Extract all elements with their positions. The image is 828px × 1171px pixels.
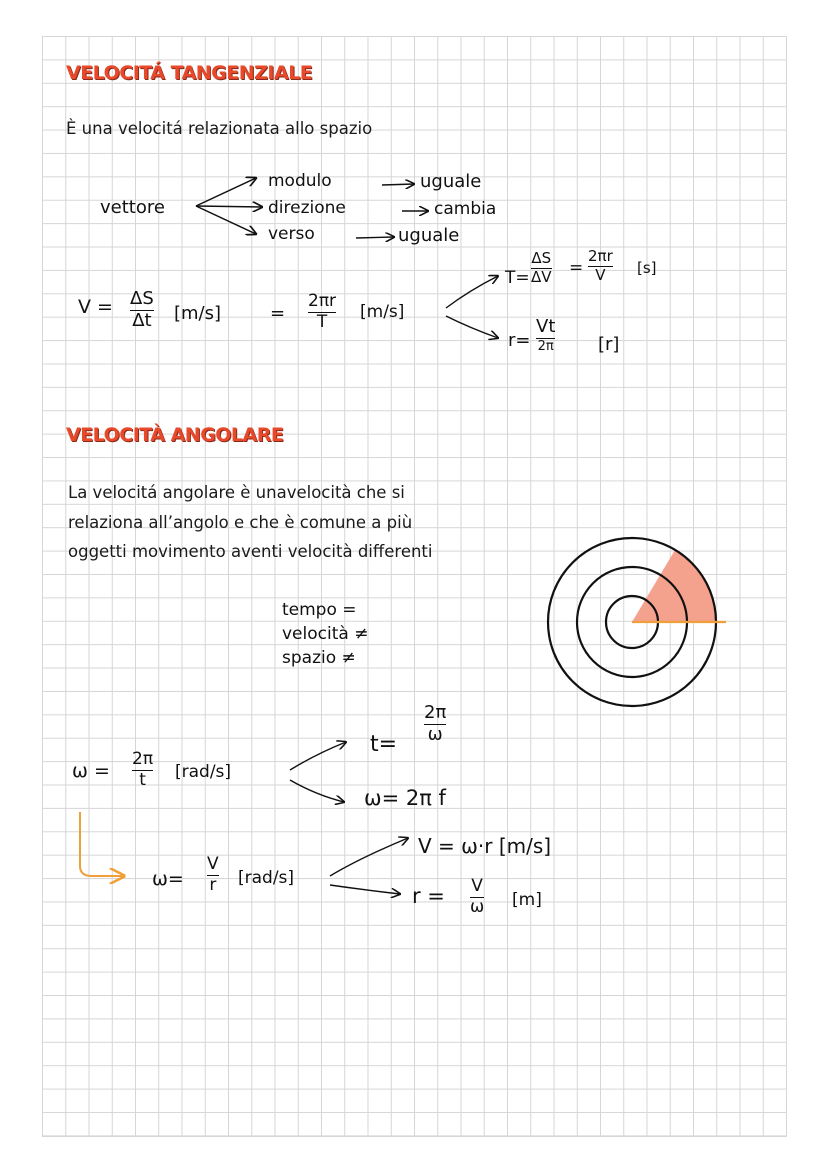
w-vr-den: r [209,874,217,895]
v-wr-eq: V = ω·r [m/s] [418,834,552,858]
concentric-circles-icon [548,538,726,706]
value-verso: uguale [398,225,460,246]
w-eq-lhs: ω = [72,760,110,782]
w-f-eq: ω= 2π f [364,786,446,810]
w-vr-arrows [330,838,408,894]
section-title-tangenziale: VELOCITÁ TANGENZIALE [66,62,313,84]
arrow-icon [196,206,262,207]
w-vr-unit: [rad/s] [238,868,295,888]
arrow-icon [356,237,394,238]
r-eq-den: 2π [537,338,554,354]
vettore-label: vettore [100,197,165,218]
arrow-icon [196,206,256,234]
arrow-icon [446,276,498,308]
compare-spazio: spazio ≠ [282,648,356,668]
value-direzione: cambia [434,199,497,219]
arrow-icon [290,780,344,802]
arrow-icon [446,316,498,338]
arrow-icon [290,742,346,770]
t-eq-equals: = [569,258,584,278]
v-eq-lhs: V = [78,296,113,318]
arrow-icon [382,184,414,185]
w-eq-num: 2π [132,749,154,769]
r-vw-den: ω [470,896,485,917]
r-eq-num: Vt [536,316,556,337]
v-eq-unit2: [m/s] [360,302,405,322]
r-vw-unit: [m] [512,890,542,910]
r-vw-lhs: r = [412,884,445,908]
w-eq-arrows [290,742,346,802]
t-w-lhs: t= [370,732,398,757]
t-eq-num2: 2πr [588,247,613,265]
t-eq-num1: ΔS [531,249,552,267]
vettore-arrows [196,178,262,234]
t-eq-den1: ΔV [531,267,552,286]
arrow-icon [330,885,400,894]
paragraph-line: relaziona all’angolo e che è comune a più [68,512,413,532]
v-eq-den2: T [316,311,328,332]
v-eq-num2: 2πr [308,291,337,311]
arrow-icon [330,838,408,876]
value-modulo: uguale [420,171,482,192]
orange-arrow-icon [80,812,124,876]
v-eq-unit1: [m/s] [174,303,222,324]
property-arrows [356,184,428,238]
v-eq-arrows [446,276,498,338]
paragraph-line: La velocitá angolare è unavelocità che si [68,483,405,502]
compare-velocita: velocità ≠ [282,624,369,644]
arrow-icon [196,178,256,206]
r-eq-unit: [r] [598,334,620,355]
r-vw-num: V [471,876,483,896]
w-vr-lhs: ω= [152,868,184,890]
w-vr-num: V [207,854,219,874]
t-w-den: ω [427,723,443,745]
t-eq-den2: V [595,265,606,284]
prop-direzione: direzione [268,198,346,218]
prop-modulo: modulo [268,171,332,191]
v-eq-num1: ΔS [130,288,154,309]
compare-tempo: tempo = [282,600,357,620]
section-title-angolare: VELOCITÀ ANGOLARE [66,424,284,446]
v-eq-equals: = [270,303,286,324]
t-eq-unit: [s] [637,259,657,277]
w-eq-den: t [139,769,146,790]
w-eq-unit: [rad/s] [175,762,232,782]
t-eq-lhs: T= [505,268,530,288]
t-w-num: 2π [424,702,447,723]
prop-verso: verso [268,224,315,244]
v-eq-den1: Δt [132,309,152,331]
paragraph-line: oggetti movimento aventi velocità differenti [68,542,433,561]
intro-text: È una velocitá relazionata allo spazio [66,119,373,138]
r-eq-lhs: r= [508,330,531,351]
